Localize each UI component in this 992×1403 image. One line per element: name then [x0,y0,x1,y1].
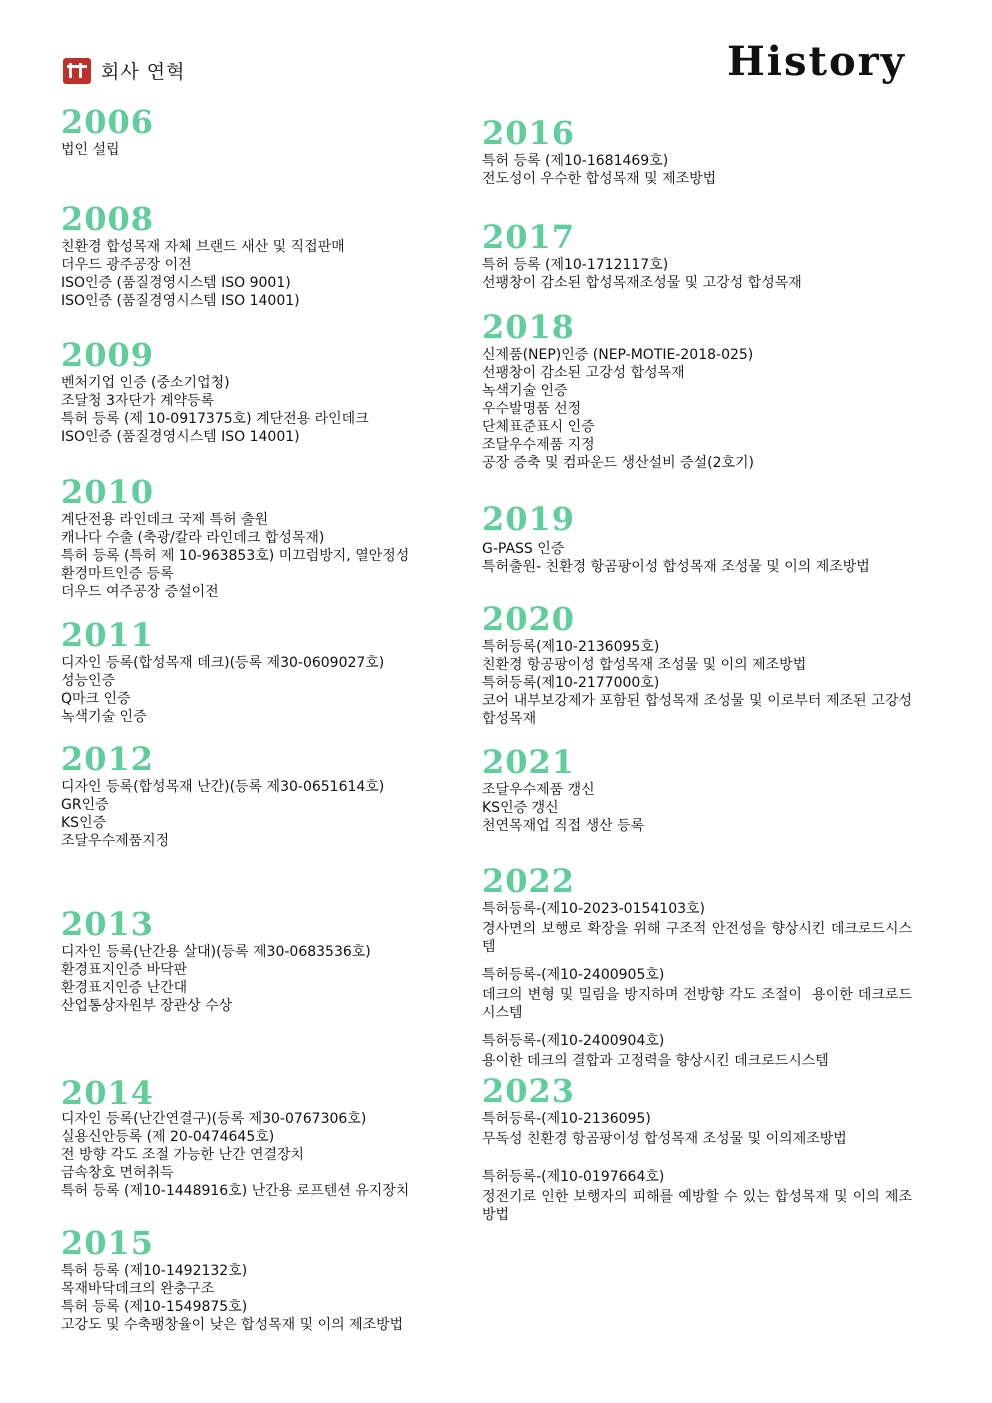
history-entry-2008 [61,200,481,310]
year-label: 2016 [482,114,576,152]
history-item: 특허 등록 (특허 제 10-963853호) 미끄럼방지, 열안정성 [61,548,410,564]
history-item: G-PASS 인증 [482,541,565,557]
year-label: 2008 [61,200,155,238]
history-entry-2014 [61,1076,481,1200]
history-item: GR인증 [61,797,109,813]
year-label: 2022 [482,862,576,900]
history-item: 정전기로 인한 보행자의 피해를 예방할 수 있는 합성목재 및 이의 제조방법 [482,1189,912,1223]
history-item: 캐나다 수출 (축광/칼라 라인데크 합성목재) [61,530,325,546]
section-title: 회사 연혁 [101,61,186,83]
history-item: 우수발명품 선정 [482,401,582,417]
history-item: ISO인증 (품질경영시스템 ISO 9001) [61,275,291,291]
year-label: 2014 [61,1074,155,1112]
history-entry-2010 [61,473,481,601]
history-item: 환경표지인증 난간대 [61,980,188,996]
history-item: 조달우수제품 지정 [482,437,595,453]
history-entry-2013 [61,905,481,1015]
section-header [63,57,185,84]
year-label: 2012 [61,740,155,778]
history-item: 디자인 등록(합성목재 데크)(등록 제30-0609027호) [61,655,385,671]
history-entry-2006 [61,103,481,159]
history-item: 전 방향 각도 조절 가능한 난간 연결장치 [61,1147,305,1163]
history-item: 특허 등록 (제10-1448916호) 난간용 로프텐션 유지장치 [61,1183,410,1199]
history-entry-2012 [61,740,481,850]
year-label: 2015 [61,1224,155,1262]
history-entry-2020 [482,600,917,728]
history-entry-2019 [482,500,912,576]
history-item: ISO인증 (품질경영시스템 ISO 14001) [61,429,300,445]
history-entry-2016 [482,114,912,188]
history-item: 디자인 등록(난간용 살대)(등록 제30-0683536호) [61,944,371,960]
history-item: 특허등록-(제10-2400904호) [482,1033,665,1049]
history-item: 데크의 변형 및 밀림을 방지하며 전방향 각도 조절이 용이한 데크로드시스템 [482,987,912,1021]
history-item: 특허등록-(제10-2400905호) [482,967,665,983]
history-item: 환경표지인증 바닥판 [61,962,188,978]
history-entry-2011 [61,616,481,726]
history-item: 성능인증 [61,673,116,689]
company-logo-icon [63,58,91,84]
history-item: 특허등록-(제10-2136095) [482,1111,651,1127]
history-item: 공장 증축 및 컴파운드 생산설비 증설(2호기) [482,455,754,471]
history-item: 신제품(NEP)인증 (NEP-MOTIE-2018-025) [482,347,754,363]
year-label: 2021 [482,743,576,781]
history-item: KS인증 [61,815,107,831]
history-item: 환경마트인증 등록 [61,566,174,582]
history-item: 특허 등록 (제10-1681469호) [482,153,669,169]
history-item: 특허출원- 친환경 항곰팡이성 합성목재 조성물 및 이의 제조방법 [482,559,870,575]
history-item: 친환경 합성목재 자체 브랜드 새산 및 직접판매 [61,239,345,255]
history-item: 특허 등록 (제 10-0917375호) 계단전용 라인데크 [61,411,369,427]
history-item: 천연목재업 직접 생산 등록 [482,818,645,834]
history-item: 고강도 및 수축팽창율이 낮은 합성목재 및 이의 제조방법 [61,1317,404,1333]
history-item: 선팽창이 감소된 고강성 합성목재 [482,365,685,381]
year-label: 2009 [61,336,155,374]
history-item: KS인증 갱신 [482,800,559,816]
history-item: 녹색기술 인증 [61,709,147,725]
year-label: 2019 [482,500,576,538]
history-item: 실용신안등록 (제 20-0474645호) [61,1129,275,1145]
history-entry-2017 [482,218,912,292]
history-item: 경사면의 보행로 확장을 위해 구조적 안전성을 향상시킨 데크로드시스템 [482,921,912,955]
history-entry-2022 [482,862,912,1070]
history-item: Q마크 인증 [61,691,131,707]
history-entry-2018 [482,308,912,472]
year-label: 2006 [61,103,155,141]
page-title: History [727,38,906,85]
history-item: 벤처기업 인증 (중소기업청) [61,375,230,391]
history-item: ISO인증 (품질경영시스템 ISO 14001) [61,293,300,309]
history-item: 녹색기술 인증 [482,383,568,399]
history-item: 전도성이 우수한 합성목재 및 제조방법 [482,171,717,187]
history-entry-2023 [482,1072,912,1224]
history-item: 특허등록(제10-2177000호) [482,675,660,691]
history-item: 산업통상자원부 장관상 수상 [61,998,233,1014]
history-entry-2015 [61,1224,481,1334]
history-item: 더우드 광주공장 이전 [61,257,192,273]
history-item: 친환경 항공팡이성 합성목재 조성물 및 이의 제조방법 [482,657,807,673]
history-item: 디자인 등록(합성목재 난간)(등록 제30-0651614호) [61,779,385,795]
year-label: 2013 [61,905,155,943]
history-item: 용이한 데크의 결합과 고정력을 향상시킨 데크로드시스템 [482,1053,829,1069]
history-item: 코어 내부보강제가 포함된 합성목재 조성물 및 이로부터 제조된 고강성 합성목재 [482,693,917,727]
history-item: 금속창호 면허취득 [61,1165,174,1181]
history-item: 법인 설립 [61,142,120,158]
history-item: 조달청 3자단가 계약등록 [61,393,215,409]
history-item: 단체표준표시 인증 [482,419,595,435]
history-item: 디자인 등록(난간연결구)(등록 제30-0767306호) [61,1111,367,1127]
history-item: 목재바닥데크의 완충구조 [61,1281,215,1297]
year-label: 2010 [61,473,155,511]
year-label: 2011 [61,616,155,654]
history-item: 선팽창이 감소된 합성목재조성물 및 고강성 합성목재 [482,275,802,291]
history-item: 특허 등록 (제10-1492132호) [61,1263,248,1279]
year-label: 2020 [482,600,576,638]
history-item: 더우드 여주공장 증설이전 [61,584,219,600]
history-item: 특허등록-(제10-2023-0154103호) [482,901,706,917]
history-item: 조달우수제품지정 [61,833,170,849]
history-item: 계단전용 라인데크 국제 특허 출원 [61,512,269,528]
history-entry-2021 [482,743,912,835]
year-label: 2017 [482,218,576,256]
history-item: 특허등록(제10-2136095호) [482,639,660,655]
history-entry-2009 [61,336,481,446]
history-item: 조달우수제품 갱신 [482,782,595,798]
history-item: 무독성 친환경 항곰팡이성 합성목재 조성물 및 이의제조방법 [482,1131,847,1147]
year-label: 2023 [482,1072,576,1110]
history-item: 특허 등록 (제10-1549875호) [61,1299,248,1315]
history-item: 특허 등록 (제10-1712117호) [482,257,669,273]
history-item: 특허등록-(제10-0197664호) [482,1169,665,1185]
year-label: 2018 [482,308,576,346]
